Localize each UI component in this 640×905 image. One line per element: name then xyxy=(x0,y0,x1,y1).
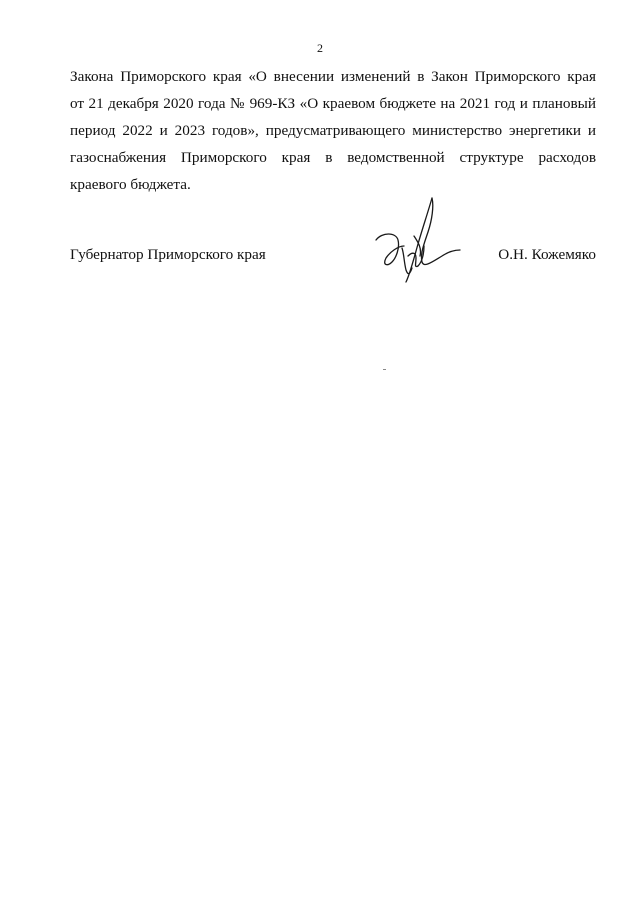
body-paragraph xyxy=(70,63,596,198)
page-number: 2 xyxy=(317,41,323,55)
paragraph-line-1: Закона Приморского края «О внесении изменений в Закон Приморского края xyxy=(70,68,596,85)
paragraph-line-4: газоснабжения Приморского края в ведомственной структуре расходов xyxy=(70,149,596,166)
paragraph-line-5: краевого бюджета. xyxy=(70,176,191,193)
paragraph-line-2: от 21 декабря 2020 года № 969-КЗ «О краевом бюджете на 2021 год и плановый xyxy=(70,95,596,112)
signer-name: О.Н. Кожемяко xyxy=(498,246,596,263)
signature-block xyxy=(70,246,596,270)
paragraph-line-3: период 2022 и 2023 годов», предусматривающего министерство энергетики и xyxy=(70,122,596,139)
scan-speck xyxy=(383,369,386,370)
handwritten-signature xyxy=(362,196,462,286)
signer-title: Губернатор Приморского края xyxy=(70,246,266,263)
